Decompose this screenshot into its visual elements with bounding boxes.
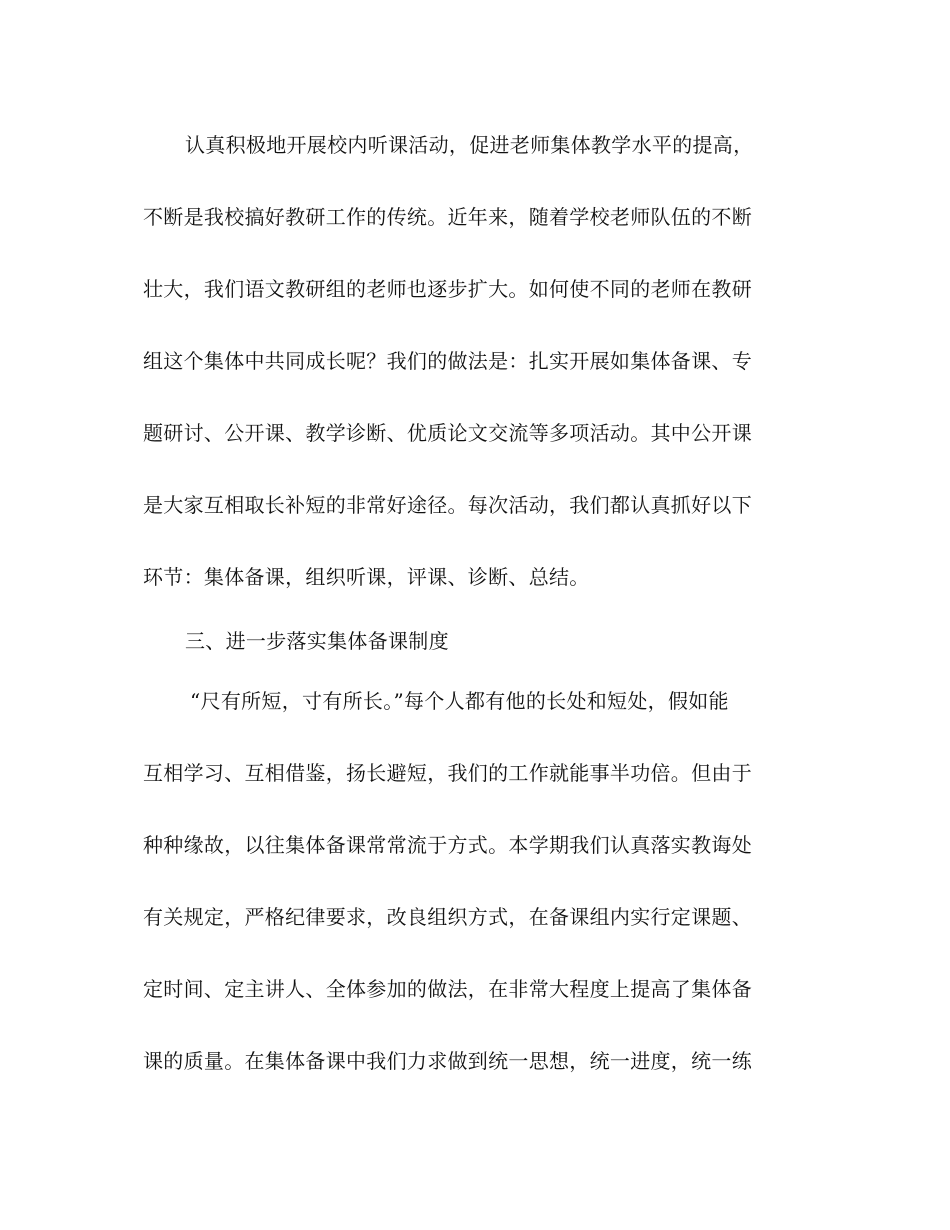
paragraph-line: 组这个集体中共同成长呢？我们的做法是：扎实开展如集体备课、专 — [143, 349, 752, 373]
paragraph-line: 种种缘故，以往集体备课常常流于方式。本学期我们认真落实教诲处 — [143, 833, 752, 857]
section-heading: 三、进一步落实集体备课制度 — [185, 629, 449, 653]
paragraph-line: 课的质量。在集体备课中我们力求做到统一思想，统一进度，统一练 — [143, 1049, 752, 1073]
paragraph-line: 壮大，我们语文教研组的老师也逐步扩大。如何使不同的老师在教研 — [143, 277, 752, 301]
paragraph-line: 互相学习、互相借鉴，扬长避短，我们的工作就能事半功倍。但由于 — [143, 761, 752, 785]
paragraph-line: 题研讨、公开课、教学诊断、优质论文交流等多项活动。其中公开课 — [143, 421, 752, 445]
paragraph-line: 认真积极地开展校内听课活动，促进老师集体教学水平的提高， — [185, 133, 754, 157]
paragraph-line: 环节：集体备课，组织听课，评课、诊断、总结。 — [143, 565, 590, 589]
paragraph-line: 是大家互相取长补短的非常好途径。每次活动，我们都认真抓好以下 — [143, 493, 752, 517]
paragraph-line: 有关规定，严格纪律要求，改良组织方式，在备课组内实行定课题、 — [143, 905, 752, 929]
paragraph-line: 不断是我校搞好教研工作的传统。近年来，随着学校老师队伍的不断 — [143, 205, 752, 229]
paragraph-line: 定时间、定主讲人、全体参加的做法，在非常大程度上提高了集体备 — [143, 977, 752, 1001]
paragraph-line: “尺有所短，寸有所长。”每个人都有他的长处和短处，假如能 — [190, 689, 729, 713]
